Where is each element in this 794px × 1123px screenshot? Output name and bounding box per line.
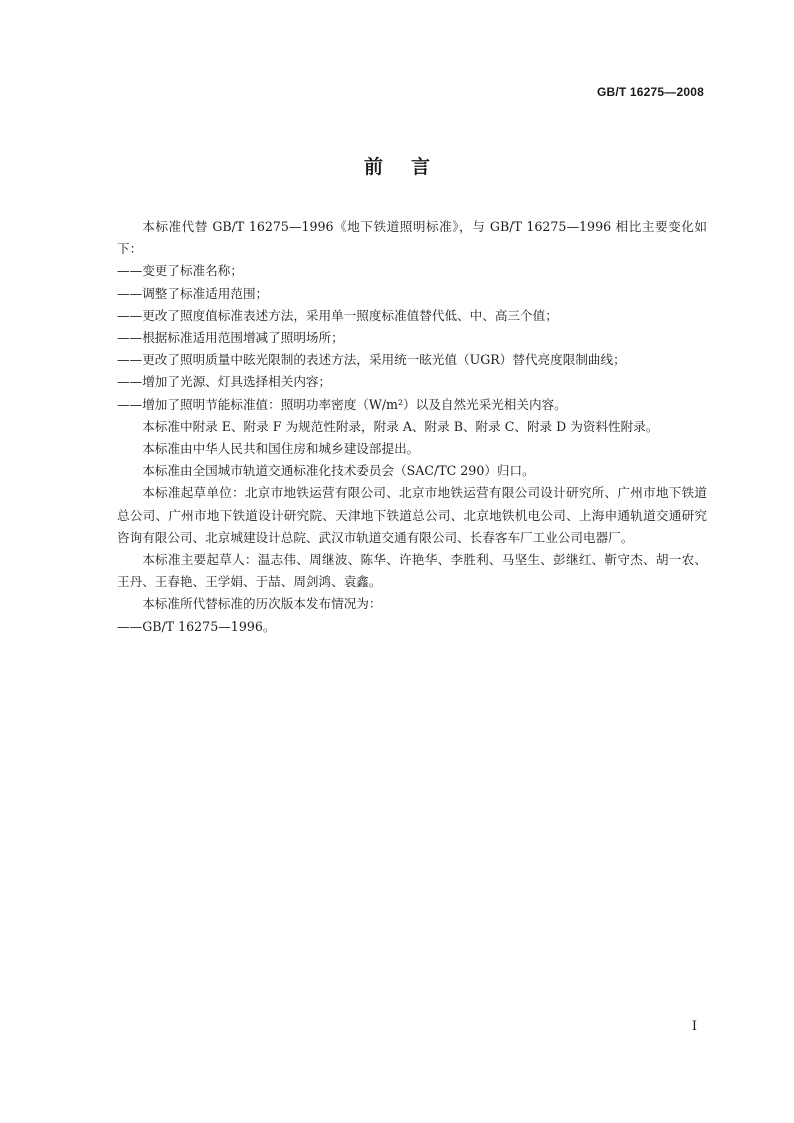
history-paragraph: 本标准所代替标准的历次版本发布情况为： [142,596,382,612]
change-item: ——增加了光源、灯具选择相关内容； [117,374,332,390]
change-item: ——更改了照度值标准表述方法，采用单一照度标准值替代低、中、高三个值； [117,307,558,323]
page-title: 前言 [363,156,458,178]
intro-paragraph: 本标准代替 GB/T 16275—1996《地下铁道照明标准》，与 GB/T 16275—1996 相比主要变化如下： [117,219,707,257]
drafting-units-paragraph: 本标准起草单位：北京市地铁运营有限公司、北京市地铁运营有限公司设计研究所、广州市地下铁道总公司、广州市地下铁道设计研究院、天津地下铁道总公司、北京地铁机电公司、上海申通轨道交通研究咨询有限公司、北京城建设计总院、武汉市轨道交通有限公司、长春客车厂工业公司电器厂。 [117,485,707,545]
annex-paragraph: 本标准中附录 E、附录 F 为规范性附录，附录 A、附录 B、附录 C、附录 D 为资料性附录。 [142,418,659,434]
drafters-paragraph: 本标准主要起草人：温志伟、周继波、陈华、许艳华、李胜利、马坚生、彭继红、靳守杰、胡一农、王丹、王春艳、王学娟、于喆、周剑鸿、袁鑫。 [117,552,707,590]
change-item: ——变更了标准名称； [117,263,243,279]
history-item: ——GB/T 16275—1996。 [117,618,276,634]
change-item: ——更改了照明质量中眩光限制的表述方法，采用统一眩光值（UGR）替代亮度限制曲线； [117,352,626,368]
change-item: ——增加了照明节能标准值：照明功率密度（W/m²）以及自然光采光相关内容。 [117,396,567,412]
foreword-body [117,216,707,638]
committee-paragraph: 本标准由全国城市轨道交通标准化技术委员会（SAC/TC 290）归口。 [142,463,535,479]
standard-number: GB/T 16275—2008 [596,85,704,99]
proposer-paragraph: 本标准由中华人民共和国住房和城乡建设部提出。 [142,441,420,457]
change-item: ——根据标准适用范围增减了照明场所； [117,330,344,346]
page-number: I [691,1019,697,1034]
change-item: ——调整了标准适用范围； [117,285,269,301]
